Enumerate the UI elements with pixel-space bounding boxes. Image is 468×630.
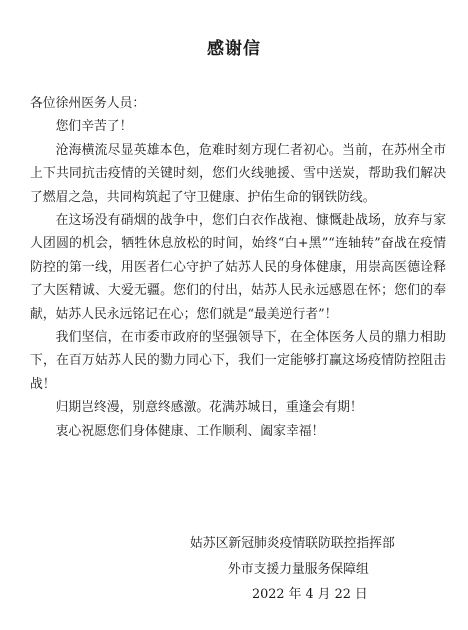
paragraph-5: 衷心祝愿您们身体健康、工作顺利、阖家幸福！ [55,423,325,439]
signature-date: 2022 年 4 月 22 日 [252,587,368,602]
letter-title: 感谢信 [207,39,261,59]
letter-body [30,92,446,443]
greeting: 您们辛苦了！ [55,119,133,135]
paragraph-2: 在这场没有硝烟的战争中，您们白衣作战袍、慷慨赴战场，放弃与家人团圆的机会，牺牲休息放松的时间，始终“白+黑”“连轴转”奋战在疫情防控的第一线，用医者仁心守护了姑苏人民的身体健康，用崇高医德诠释了大医精诚、大爱无疆。您们的付出，姑苏人民永远感恩在怀；您们的奉献，姑苏人民永远铭记在心；您们就是“最美逆行者”！ [30,213,446,322]
signature-group: 外市支援力量服务保障组 [228,562,369,577]
paragraph-1: 沧海横流尽显英雄本色，危难时刻方现仁者初心。当前，在苏州全市上下共同抗击疫情的关键时刻，您们火线驰援、雪中送炭，帮助我们解决了燃眉之急，共同构筑起了守卫健康、护佑生命的钢铁防线。 [30,142,446,205]
paragraph-4: 归期岂终漫，别意终感激。花满苏城日，重逢会有期！ [55,400,363,416]
paragraph-3: 我们坚信，在市委市政府的坚强领导下，在全体医务人员的鼎力相助下，在百万姑苏人民的勠力同心下，我们一定能够打赢这场疫情防控阻击战！ [30,330,446,392]
salutation: 各位徐州医务人员： [30,96,146,111]
signature-org: 姑苏区新冠肺炎疫情联防联控指挥部 [190,536,395,551]
